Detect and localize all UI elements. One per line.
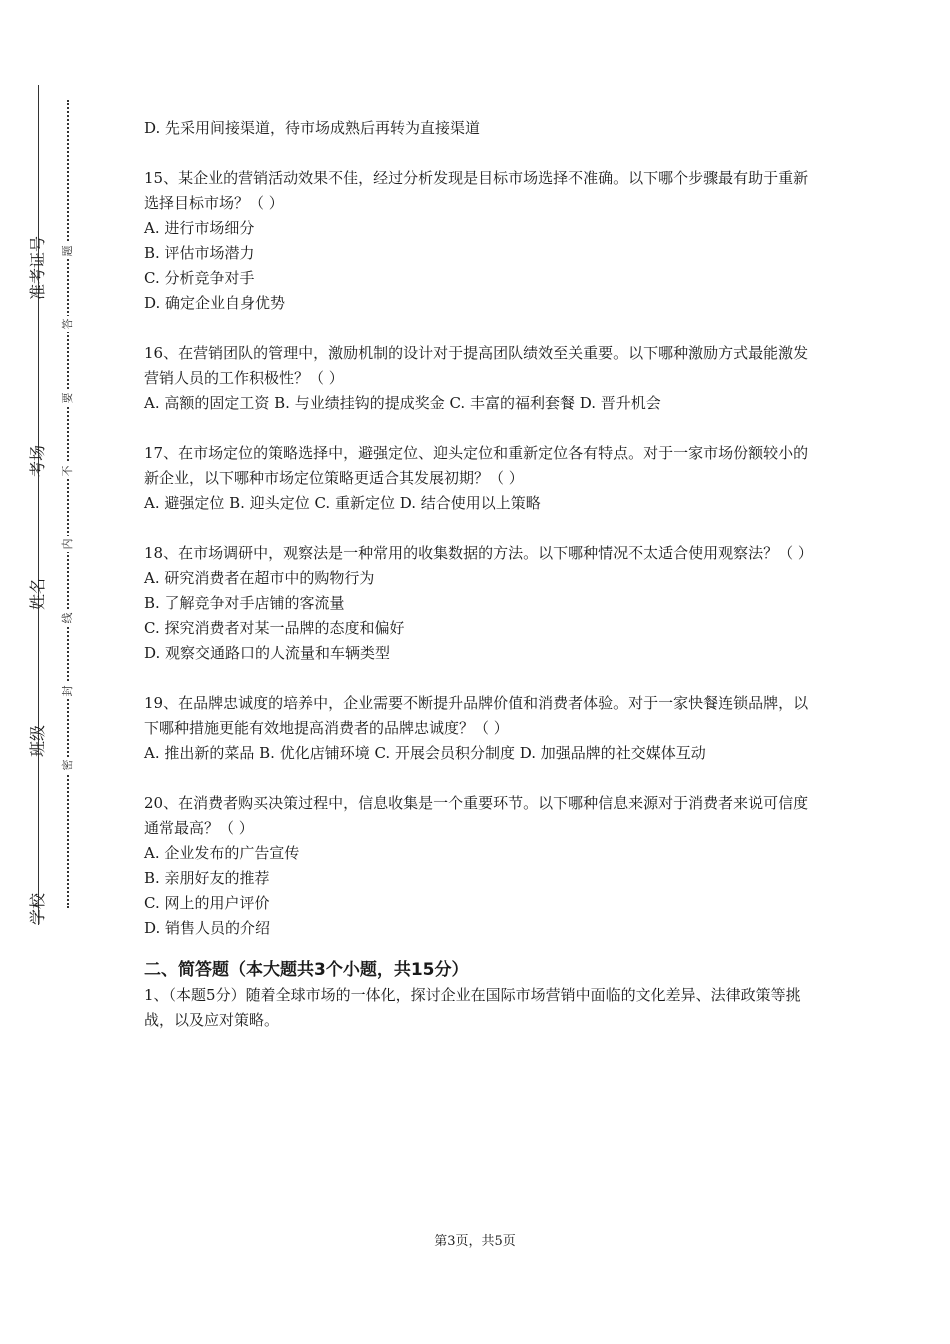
question-stem: 18、在市场调研中，观察法是一种常用的收集数据的方法。以下哪种情况不太适合使用观察法？（ ） — [144, 544, 813, 562]
section-short-answer — [144, 958, 812, 1033]
option-b: B. 了解竞争对手店铺的客流量 — [144, 594, 345, 612]
label-school: 学校 — [28, 892, 47, 925]
seal-char: 要 — [60, 390, 76, 406]
seal-char: 封 — [60, 683, 76, 699]
option-a: A. 企业发布的广告宣传 — [144, 844, 300, 862]
question-18 — [144, 541, 812, 666]
question-16 — [144, 341, 812, 416]
option-d: D. 确定企业自身优势 — [144, 294, 286, 312]
question-20 — [144, 791, 812, 941]
option-b: B. 评估市场潜力 — [144, 244, 255, 262]
section-title: 二、简答题（本大题共3个小题，共15分） — [144, 960, 469, 980]
options-line: A. 高额的固定工资 B. 与业绩挂钩的提成奖金 C. 丰富的福利套餐 D. 晋升机会 — [144, 394, 661, 412]
question-15 — [144, 166, 812, 316]
label-exam-room: 考场 — [28, 444, 47, 477]
options-line: A. 推出新的菜品 B. 优化店铺环境 C. 开展会员积分制度 D. 加强品牌的社交媒体互动 — [144, 744, 706, 762]
option-c: C. 网上的用户评价 — [144, 894, 270, 912]
question-stem: 17、在市场定位的策略选择中，避强定位、迎头定位和重新定位各有特点。对于一家市场份额较小的新企业，以下哪种市场定位策略更适合其发展初期？（ ） — [144, 444, 809, 487]
seal-char: 密 — [60, 757, 76, 773]
question-17 — [144, 441, 812, 516]
label-exam-id: 准考证号 — [28, 235, 47, 300]
seal-char: 内 — [60, 536, 76, 552]
option-c: C. 探究消费者对某一品牌的态度和偏好 — [144, 619, 405, 637]
margin-rule — [38, 85, 39, 925]
question-stem: 19、在品牌忠诚度的培养中，企业需要不断提升品牌价值和消费者体验。对于一家快餐连锁品牌，以下哪种措施更能有效地提高消费者的品牌忠诚度？（ ） — [144, 694, 809, 737]
question-stem: 15、某企业的营销活动效果不佳，经过分析发现是目标市场选择不准确。以下哪个步骤最有助于重新选择目标市场？（ ） — [144, 169, 809, 212]
page-number: 第3页，共5页 — [434, 1234, 516, 1249]
seal-char: 题 — [60, 243, 76, 259]
exam-content — [144, 116, 812, 1033]
option-d: D. 销售人员的介绍 — [144, 919, 271, 937]
option-a: A. 进行市场细分 — [144, 219, 255, 237]
question-19 — [144, 691, 812, 766]
label-class: 班级 — [28, 724, 47, 757]
option-b: B. 亲朋好友的推荐 — [144, 869, 270, 887]
short-answer-question-1: 1、（本题5分）随着全球市场的一体化，探讨企业在国际市场营销中面临的文化差异、法律政策等挑战，以及应对策略。 — [144, 986, 801, 1029]
option-d: D. 观察交通路口的人流量和车辆类型 — [144, 644, 391, 662]
seal-char: 线 — [60, 610, 76, 626]
options-line: A. 避强定位 B. 迎头定位 C. 重新定位 D. 结合使用以上策略 — [144, 494, 541, 512]
option-c: C. 分析竞争对手 — [144, 269, 255, 287]
option-a: A. 研究消费者在超市中的购物行为 — [144, 569, 375, 587]
question-14-tail — [144, 116, 812, 141]
seal-char: 不 — [60, 463, 76, 479]
seal-dotted-line — [67, 100, 69, 908]
question-stem: 20、在消费者购买决策过程中，信息收集是一个重要环节。以下哪种信息来源对于消费者来说可信度通常最高？（ ） — [144, 794, 809, 837]
option-d: D. 先采用间接渠道，待市场成熟后再转为直接渠道 — [144, 119, 481, 137]
question-stem: 16、在营销团队的管理中，激励机制的设计对于提高团队绩效至关重要。以下哪种激励方式最能激发营销人员的工作积极性？（ ） — [144, 344, 809, 387]
label-name: 姓名 — [28, 577, 47, 610]
seal-char: 答 — [60, 316, 76, 332]
